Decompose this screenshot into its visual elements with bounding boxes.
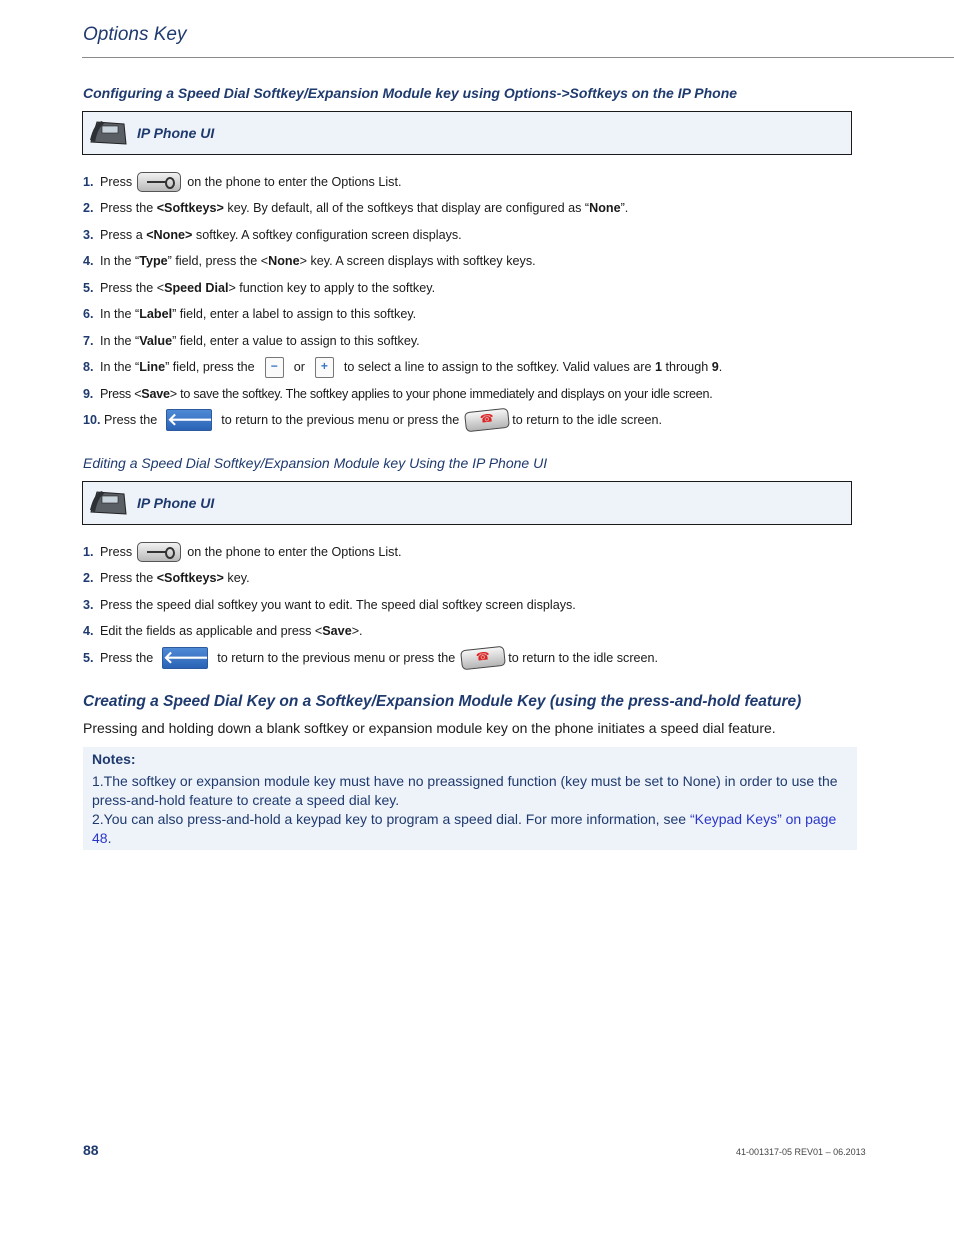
list-item: 8. In the “ Line ” field, press the − or + to select a line to assign to the softkey. Valid values are 1 through 9 . bbox=[83, 357, 722, 377]
nav-down-key-icon: + bbox=[315, 357, 334, 378]
goodbye-key-icon: ☎ bbox=[464, 408, 510, 432]
list-item: 1. Press on the phone to enter the Options List. bbox=[83, 542, 401, 562]
back-arrow-key-icon: 🡐 bbox=[163, 648, 209, 667]
list-item: 10. Press the 🡐 to return to the previous menu or press the ☎ to return to the idle screen. bbox=[83, 410, 662, 430]
nav-up-key-icon: − bbox=[265, 357, 284, 378]
section-title-configuring: Configuring a Speed Dial Softkey/Expansion Module key using Options->Softkeys on the IP Phone bbox=[83, 85, 738, 101]
list-item: 4. In the “ Type ” field, press the < None > key. A screen displays with softkey keys. bbox=[83, 254, 536, 268]
list-item: 2. Press the <Softkeys> key. bbox=[83, 571, 250, 585]
list-item: 3. Press a <None> softkey. A softkey configuration screen displays. bbox=[83, 228, 462, 242]
back-arrow-key-icon: 🡐 bbox=[167, 410, 213, 429]
list-item: 2. Press the <Softkeys> key. By default, all of the softkeys that display are configured as “ None ”. bbox=[83, 201, 629, 215]
section-title-creating: Creating a Speed Dial Key on a Softkey/Expansion Module Key (using the press-and-hold feature) bbox=[83, 693, 802, 710]
ip-phone-ui-label: IP Phone UI bbox=[137, 495, 215, 511]
goodbye-key-icon: ☎ bbox=[460, 646, 506, 670]
keypad-keys-link[interactable]: “Keypad Keys” on page 48 bbox=[92, 811, 837, 846]
options-key-icon bbox=[137, 172, 181, 192]
page-header-title: Options Key bbox=[83, 24, 187, 45]
list-item: 7. In the “ Value ” field, enter a value to assign to this softkey. bbox=[83, 334, 420, 348]
note-1: 1.The softkey or expansion module key must have no preassigned function (key must be set to None) in order to use the press-and-hold feature to create a speed dial key. bbox=[92, 773, 838, 808]
desk-phone-icon bbox=[88, 488, 128, 518]
page-number: 88 bbox=[83, 1142, 99, 1158]
notes-box bbox=[83, 747, 857, 850]
paragraph-press-and-hold: Pressing and holding down a blank softkey or expansion module key on the phone initiates a speed dial feature. bbox=[83, 720, 776, 736]
section-title-editing: Editing a Speed Dial Softkey/Expansion Module key Using the IP Phone UI bbox=[83, 455, 548, 471]
document-id: 41-001317-05 REV01 – 06.2013 bbox=[736, 1147, 866, 1157]
list-item: 3. Press the speed dial softkey you want to edit. The speed dial softkey screen displays. bbox=[83, 598, 576, 612]
ip-phone-ui-banner bbox=[82, 481, 852, 525]
list-item: 4. Edit the fields as applicable and press < Save >. bbox=[83, 624, 363, 638]
list-item: 6. In the “ Label ” field, enter a label to assign to this softkey. bbox=[83, 307, 417, 321]
list-item: 5. Press the 🡐 to return to the previous menu or press the ☎ to return to the idle screen. bbox=[83, 648, 658, 668]
options-key-icon bbox=[137, 542, 181, 562]
note-2: 2.You can also press-and-hold a keypad key to program a speed dial. For more information, see “Keypad Keys” on page 48. bbox=[92, 811, 837, 846]
notes-heading: Notes: bbox=[92, 751, 136, 767]
ip-phone-ui-label: IP Phone UI bbox=[137, 125, 215, 141]
ip-phone-ui-banner bbox=[82, 111, 852, 155]
header-divider bbox=[82, 57, 954, 58]
list-item: 1. Press on the phone to enter the Options List. bbox=[83, 172, 401, 192]
list-item: 9. Press < Save > to save the softkey. The softkey applies to your phone immediately and displays on your idle screen. bbox=[83, 387, 713, 401]
list-item: 5. Press the < Speed Dial > function key to apply to the softkey. bbox=[83, 281, 436, 295]
desk-phone-icon bbox=[88, 118, 128, 148]
